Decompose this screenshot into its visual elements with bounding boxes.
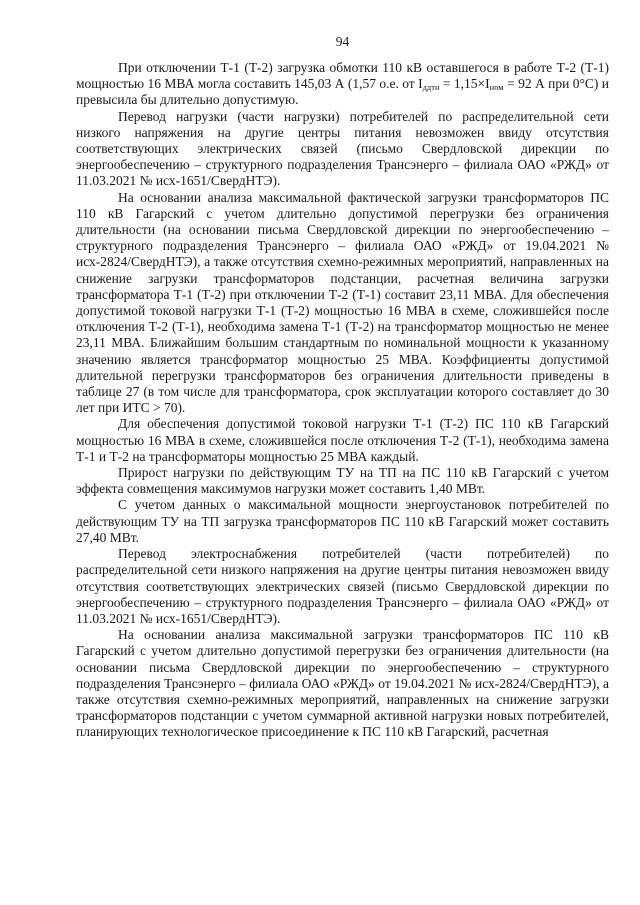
paragraph-text-part: При отключении Т-1 (Т-2) загрузка обмотки 110 кВ оставшегося в работе Т-2 (Т-1) мощностью 16 МВА могла составить 145,03 А (1,57 о.е. от I	[76, 60, 609, 92]
paragraph-max-load-analysis: На основании анализа максимальной загрузки трансформаторов ПС 110 кВ Гагарский с учетом длительно допустимой перегрузки без ограничения длительности (на основании письма Свердловской дирекции по энергообеспечению – структурного подразделения Трансэнерго – филиала ОАО «РЖД» от 19.04.2021 № исх-2824/СвердНТЭ), а также отсутствия схемно-режимных мероприятий, направленных на снижение загрузки трансформаторов подстанции с учетом суммарной активной нагрузки новых потребителей, планирующих технологическое присоединение к ПС 110 кВ Гагарский, расчетная	[76, 627, 609, 740]
paragraph-text-part: = 92 А при 0°С) и превысила бы длительно допустимую.	[76, 76, 609, 108]
paragraph-text-part: = 1,15×I	[439, 76, 490, 92]
paragraph-power-transfer: Перевод электроснабжения потребителей (части потребителей) по распределительной сети низкого напряжения на другие центры питания невозможен ввиду отсутствия соответствующих электрических связей (письмо Свердловской дирекции по энергообеспечению – структурного подразделения Трансэнерго – филиала ОАО «РЖД» от 11.03.2021 № исх-1651/СвердНТЭ).	[76, 546, 609, 626]
paragraph-replacement-requirement: Для обеспечения допустимой токовой нагрузки Т-1 (Т-2) ПС 110 кВ Гагарский мощностью 16 МВА в схеме, сложившейся после отключения Т-2 (Т-1), необходима замена Т-1 и Т-2 на трансформаторы мощностью 25 МВА каждый.	[76, 416, 609, 464]
paragraph-transformer-overload	[76, 60, 609, 109]
subscript-nom: ном	[489, 82, 504, 93]
paragraph-max-power: С учетом данных о максимальной мощности энергоустановок потребителей по действующим ТУ на ТП загрузка трансформаторов ПС 110 кВ Гагарский может составить 27,40 МВт.	[76, 497, 609, 545]
subscript-ddtn: ддтн	[422, 82, 440, 93]
paragraph-load-increase: Прирост нагрузки по действующим ТУ на ТП на ПС 110 кВ Гагарский с учетом эффекта совмещения максимумов нагрузки может составить 1,40 МВт.	[76, 465, 609, 497]
paragraph-load-analysis: На основании анализа максимальной фактической загрузки трансформаторов ПС 110 кВ Гагарский с учетом длительно допустимой перегрузки без ограничения длительности (на основании письма Свердловской дирекции по энергообеспечению – структурного подразделения Трансэнерго – филиала ОАО «РЖД» от 19.04.2021 № исх-2824/СвердНТЭ), а также отсутствия схемно-режимных мероприятий, направленных на снижение загрузки трансформаторов подстанции, расчетная величина загрузки трансформатора Т-1 (Т-2) при отключении Т-2 (Т-1) составит 23,11 МВА. Для обеспечения допустимой токовой нагрузки Т-1 (Т-2) мощностью 16 МВА в схеме, сложившейся после отключения Т-2 (Т-1), необходима замена Т-1 (Т-2) на трансформатор мощностью не менее 23,11 МВА. Ближайшим большим стандартным по номинальной мощности к указанному значению является трансформатор мощностью 25 МВА. Коэффициенты допустимой длительной перегрузки трансформаторов без ограничения длительности приведены в таблице 27 (в том числе для трансформатора, срок эксплуатации которого составляет до 30 лет при ИТС > 70).	[76, 189, 609, 416]
paragraph-load-transfer: Перевод нагрузки (части нагрузки) потребителей по распределительной сети низкого напряжения на другие центры питания невозможен ввиду отсутствия соответствующих электрических связей (письмо Свердловской дирекции по энергообеспечению – структурного подразделения Трансэнерго – филиала ОАО «РЖД» от 11.03.2021 № исх-1651/СвердНТЭ).	[76, 108, 609, 189]
page-number: 94	[335, 34, 350, 49]
